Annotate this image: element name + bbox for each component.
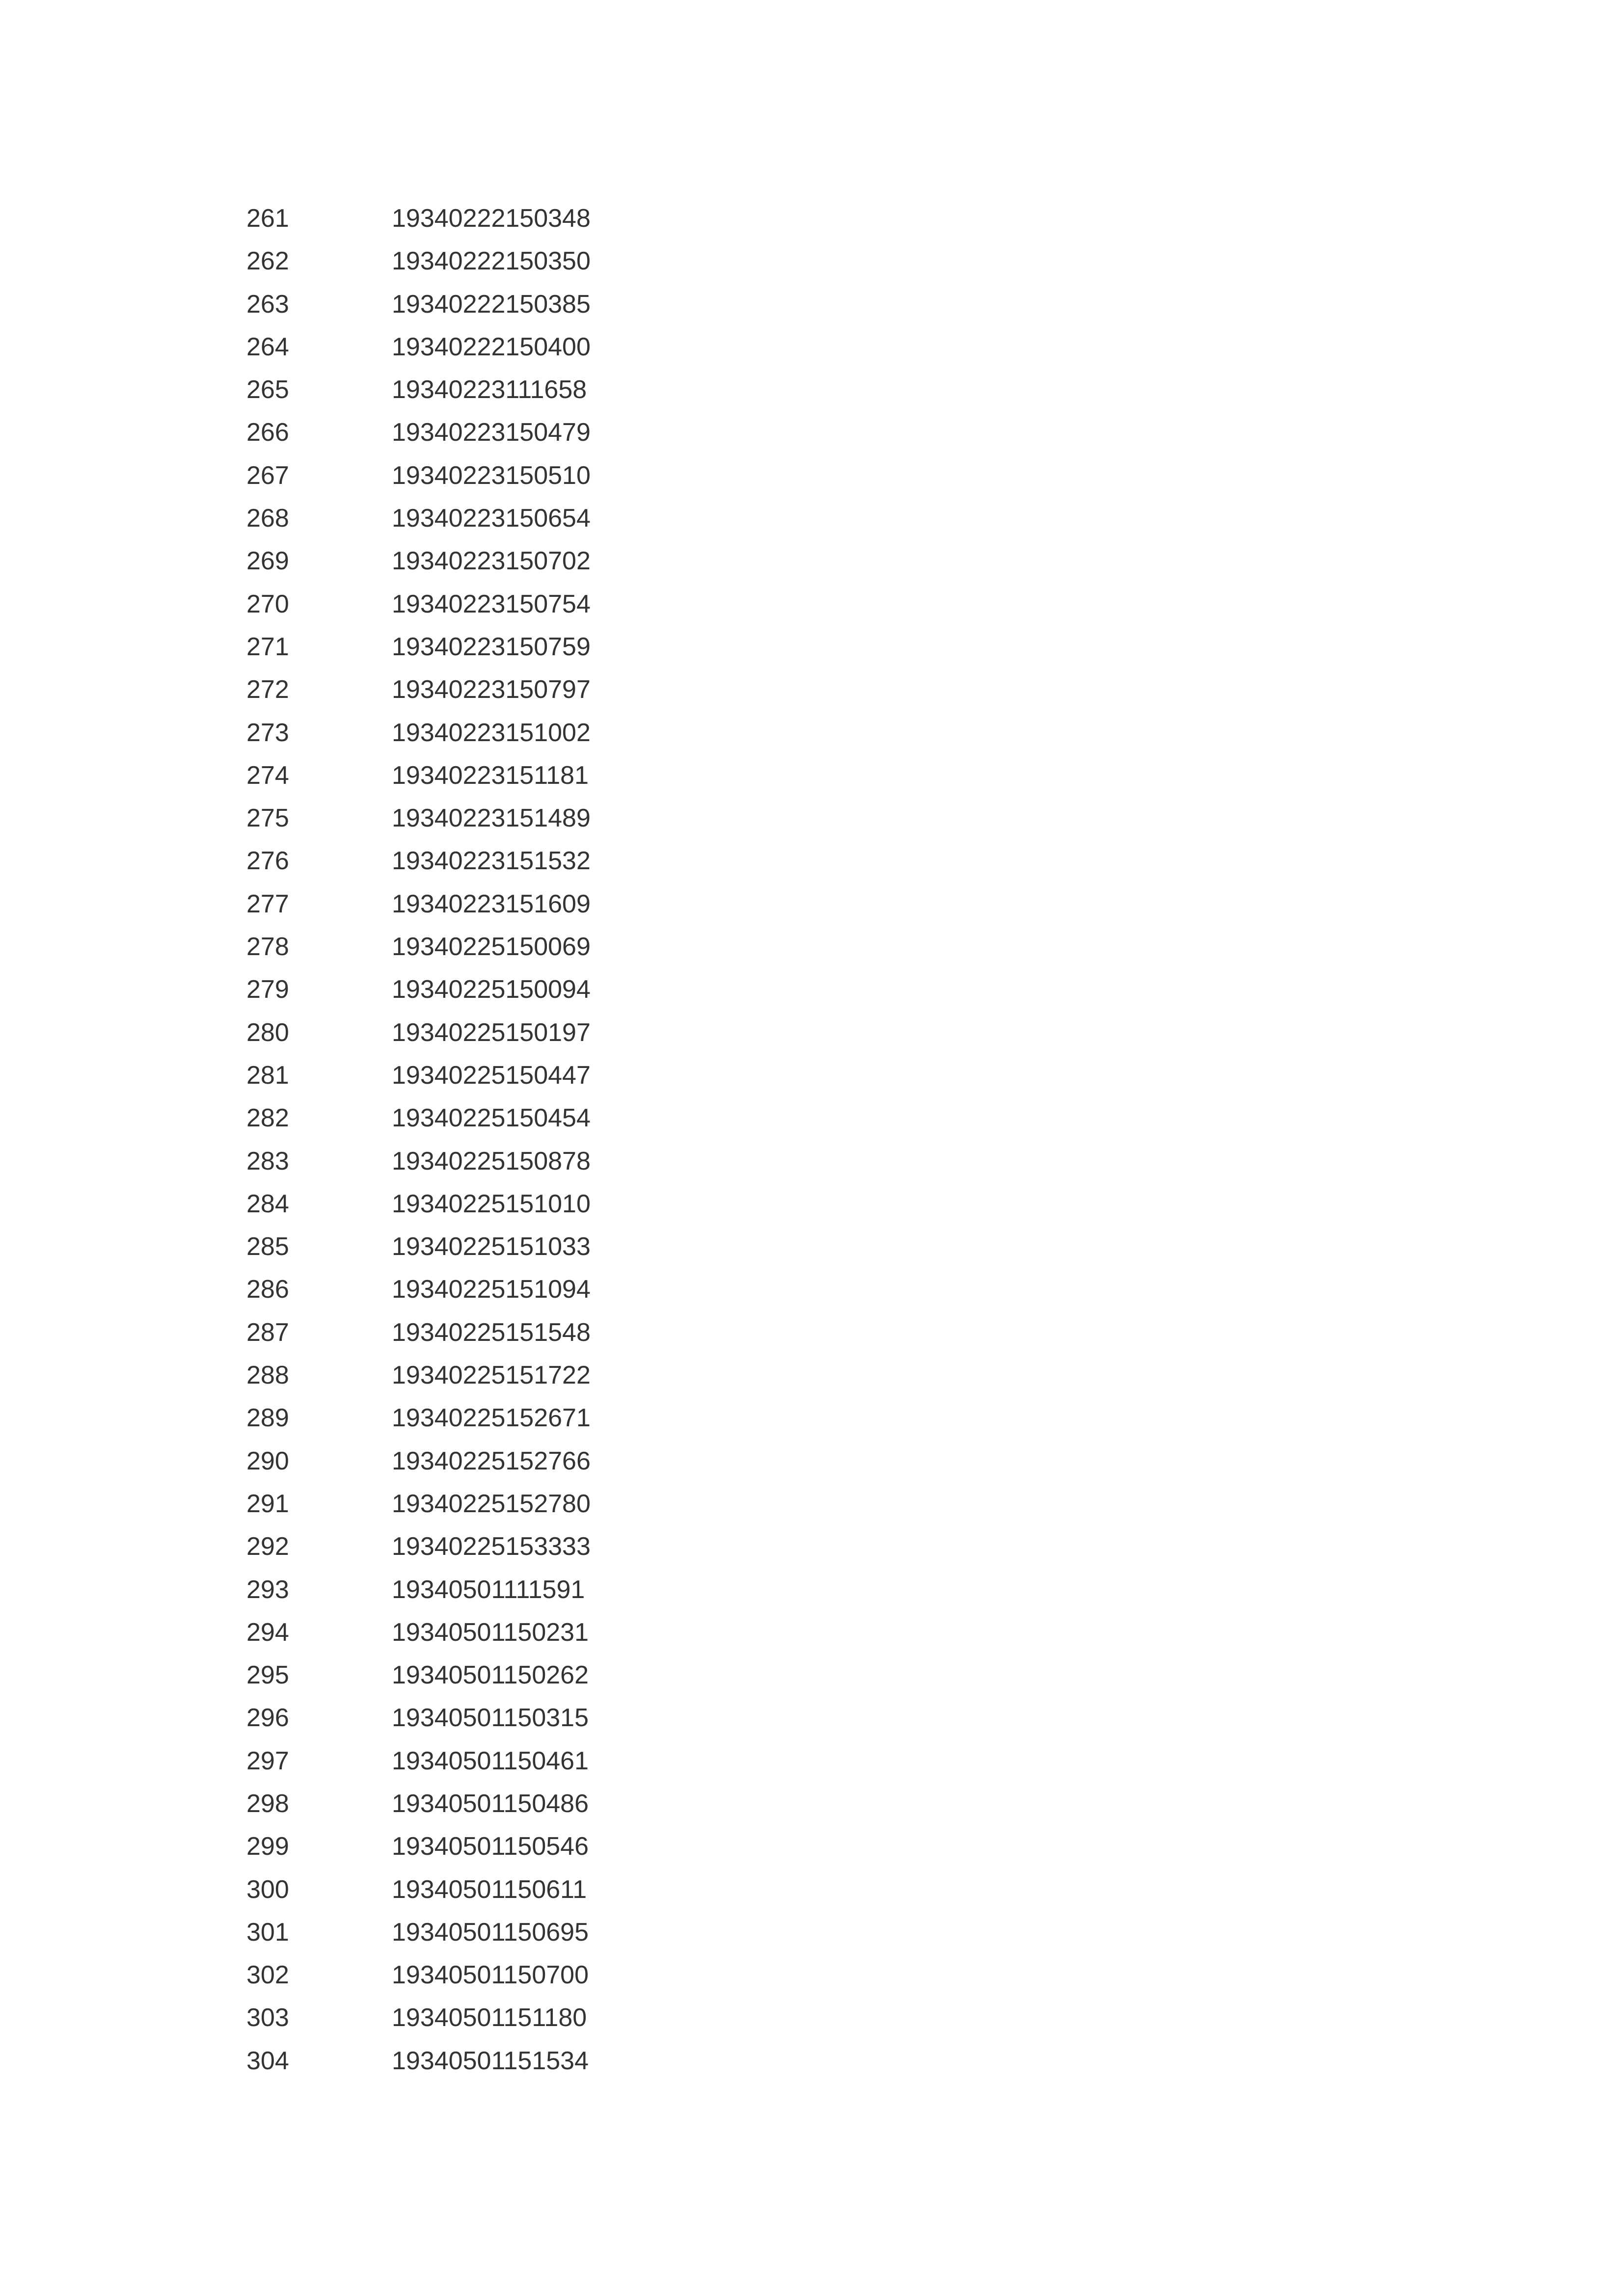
list-row (246, 754, 836, 797)
row-index: 261 (246, 204, 289, 233)
row-index: 288 (246, 1361, 289, 1390)
number-list (246, 197, 836, 2082)
row-index: 285 (246, 1232, 289, 1261)
row-code: 19340501150231 (392, 1618, 589, 1647)
list-row (246, 369, 836, 411)
row-index: 294 (246, 1618, 289, 1647)
row-code: 19340501111591 (392, 1575, 585, 1604)
list-row (246, 883, 836, 926)
row-index: 280 (246, 1018, 289, 1047)
row-code: 19340225150197 (392, 1018, 591, 1047)
row-code: 19340501150700 (392, 1961, 589, 1990)
row-index: 284 (246, 1189, 289, 1218)
row-index: 298 (246, 1789, 289, 1818)
list-row (246, 1611, 836, 1654)
row-code: 19340223151181 (392, 761, 589, 790)
list-row (246, 1311, 836, 1354)
row-code: 19340225152780 (392, 1489, 591, 1518)
row-code: 19340225151548 (392, 1318, 591, 1347)
row-code: 19340225152671 (392, 1404, 591, 1433)
list-row (246, 1226, 836, 1268)
row-index: 293 (246, 1575, 289, 1604)
row-index: 263 (246, 290, 289, 319)
row-index: 283 (246, 1147, 289, 1175)
row-code: 19340223150479 (392, 418, 591, 447)
list-row (246, 1783, 836, 1825)
list-row (246, 326, 836, 369)
row-index: 289 (246, 1404, 289, 1433)
list-row (246, 1268, 836, 1311)
row-code: 19340222150350 (392, 247, 591, 276)
row-index: 276 (246, 847, 289, 876)
list-row (246, 283, 836, 326)
row-code: 19340223150759 (392, 632, 591, 661)
list-row (246, 1869, 836, 1911)
row-code: 19340225150069 (392, 933, 591, 961)
row-code: 19340223150654 (392, 504, 591, 533)
row-code: 19340501151534 (392, 2046, 589, 2075)
row-code: 19340222150385 (392, 290, 591, 319)
row-index: 273 (246, 718, 289, 747)
row-index: 301 (246, 1918, 289, 1947)
row-code: 19340223151002 (392, 718, 591, 747)
list-row (246, 926, 836, 968)
row-code: 19340223151609 (392, 889, 591, 918)
row-index: 268 (246, 504, 289, 533)
row-code: 19340225153333 (392, 1532, 591, 1561)
row-code: 19340225150454 (392, 1104, 591, 1133)
row-index: 300 (246, 1875, 289, 1904)
row-code: 19340501150262 (392, 1661, 589, 1690)
row-code: 19340223150797 (392, 675, 591, 704)
list-row (246, 968, 836, 1011)
row-index: 286 (246, 1275, 289, 1304)
list-row (246, 497, 836, 540)
row-index: 269 (246, 547, 289, 576)
list-row (246, 1997, 836, 2039)
row-index: 277 (246, 889, 289, 918)
row-index: 295 (246, 1661, 289, 1690)
row-index: 303 (246, 2003, 289, 2032)
row-code: 19340223150510 (392, 461, 591, 490)
row-code: 19340222150400 (392, 332, 591, 361)
row-code: 19340222150348 (392, 204, 591, 233)
list-row (246, 1012, 836, 1054)
list-row (246, 1483, 836, 1525)
row-code: 19340225151033 (392, 1232, 591, 1261)
list-row (246, 1397, 836, 1440)
list-row (246, 1440, 836, 1483)
row-code: 19340501151180 (392, 2003, 587, 2032)
row-code: 19340225150094 (392, 975, 591, 1004)
list-row (246, 1911, 836, 1954)
list-row (246, 540, 836, 583)
list-row (246, 2040, 836, 2082)
list-row (246, 1525, 836, 1568)
row-code: 19340225150878 (392, 1147, 591, 1175)
list-row (246, 1740, 836, 1783)
list-row (246, 712, 836, 754)
list-row (246, 668, 836, 711)
list-row (246, 1569, 836, 1611)
row-code: 19340501150315 (392, 1704, 589, 1733)
list-row (246, 1097, 836, 1140)
list-row (246, 411, 836, 454)
row-index: 279 (246, 975, 289, 1004)
row-index: 267 (246, 461, 289, 490)
row-index: 262 (246, 247, 289, 276)
list-row (246, 1954, 836, 1997)
row-index: 275 (246, 804, 289, 833)
row-index: 302 (246, 1961, 289, 1990)
row-index: 296 (246, 1704, 289, 1733)
list-row (246, 626, 836, 668)
list-row (246, 1140, 836, 1183)
row-index: 292 (246, 1532, 289, 1561)
row-index: 291 (246, 1489, 289, 1518)
row-code: 19340223150702 (392, 547, 591, 576)
row-code: 19340225151722 (392, 1361, 591, 1390)
row-index: 297 (246, 1746, 289, 1775)
row-index: 270 (246, 589, 289, 618)
row-index: 281 (246, 1061, 289, 1090)
row-code: 19340501150546 (392, 1832, 589, 1861)
row-code: 19340223151532 (392, 847, 591, 876)
row-index: 304 (246, 2046, 289, 2075)
list-row (246, 1183, 836, 1226)
row-index: 278 (246, 933, 289, 961)
row-code: 19340225151010 (392, 1189, 591, 1218)
row-code: 19340501150695 (392, 1918, 589, 1947)
list-row (246, 1354, 836, 1397)
row-code: 19340223111658 (392, 375, 587, 404)
row-index: 287 (246, 1318, 289, 1347)
row-index: 271 (246, 632, 289, 661)
list-row (246, 1054, 836, 1097)
row-index: 282 (246, 1104, 289, 1133)
list-row (246, 240, 836, 283)
row-index: 272 (246, 675, 289, 704)
row-index: 266 (246, 418, 289, 447)
row-code: 19340225152766 (392, 1446, 591, 1475)
row-code: 19340223151489 (392, 804, 591, 833)
list-row (246, 583, 836, 626)
row-index: 299 (246, 1832, 289, 1861)
row-index: 290 (246, 1446, 289, 1475)
list-row (246, 197, 836, 240)
list-row (246, 1697, 836, 1739)
list-row (246, 797, 836, 840)
row-index: 265 (246, 375, 289, 404)
list-row (246, 1825, 836, 1868)
list-row (246, 454, 836, 497)
row-code: 19340223150754 (392, 589, 591, 618)
row-code: 19340501150486 (392, 1789, 589, 1818)
list-row (246, 1654, 836, 1697)
row-code: 19340225151094 (392, 1275, 591, 1304)
row-index: 264 (246, 332, 289, 361)
list-row (246, 840, 836, 882)
row-code: 19340501150611 (392, 1875, 587, 1904)
row-code: 19340225150447 (392, 1061, 591, 1090)
row-code: 19340501150461 (392, 1746, 589, 1775)
row-index: 274 (246, 761, 289, 790)
